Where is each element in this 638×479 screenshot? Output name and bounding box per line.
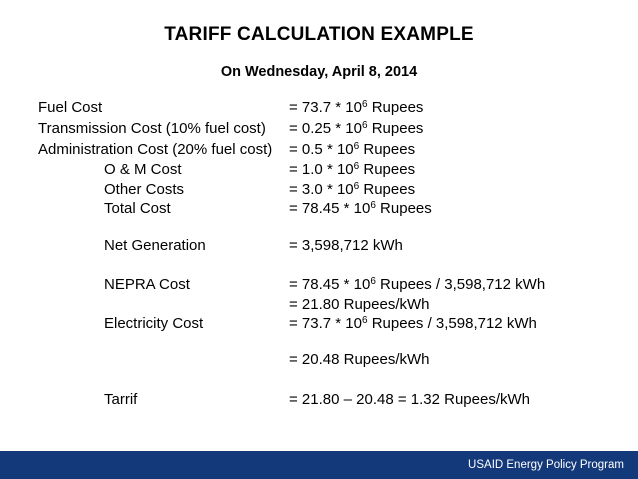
page-title: TARIFF CALCULATION EXAMPLE — [164, 24, 474, 45]
row-value: = $3.0 * 10^6$ Rupees — [289, 181, 416, 198]
page-subtitle: On Wednesday, April 8, 2014 — [220, 64, 418, 80]
row-label: Total Cost — [104, 200, 171, 217]
footer-bar — [0, 451, 638, 479]
row-value: = $73.7 * 10^6$ Rupees / 3,598,712 kWh — [289, 315, 537, 332]
row-label: NEPRA Cost — [104, 276, 190, 293]
row-value: = 3,598,712 kWh — [289, 237, 403, 254]
row-value: = 21.80 Rupees/kWh — [289, 296, 430, 313]
row-value: = $73.7 * 10^6$ Rupees — [289, 99, 424, 116]
row-value: = $0.5 * 10^6$ Rupees — [289, 141, 416, 158]
row-value: = 21.80 – 20.48 = 1.32 Rupees/kWh — [289, 391, 531, 408]
row-label: Net Generation — [104, 237, 206, 254]
row-label: Administration Cost (20% fuel cost) — [38, 141, 273, 158]
footer-text: USAID Energy Policy Program — [468, 459, 624, 471]
row-value: = $1.0 * 10^6$ Rupees — [289, 161, 416, 178]
row-label: Other Costs — [104, 181, 185, 198]
row-label: Tarrif — [104, 391, 138, 408]
row-label: Transmission Cost (10% fuel cost) — [38, 120, 266, 137]
row-label: Fuel Cost — [38, 99, 103, 116]
row-label: O & M Cost — [104, 161, 182, 178]
row-value: = 20.48 Rupees/kWh — [289, 351, 430, 368]
row-value: = $78.45 * 10^6$ Rupees — [289, 200, 432, 217]
row-value: = $0.25 * 10^6$ Rupees — [289, 120, 424, 137]
row-value: = $78.45 * 10^6$ Rupees / 3,598,712 kWh — [289, 276, 546, 293]
row-label: Electricity Cost — [104, 315, 204, 332]
